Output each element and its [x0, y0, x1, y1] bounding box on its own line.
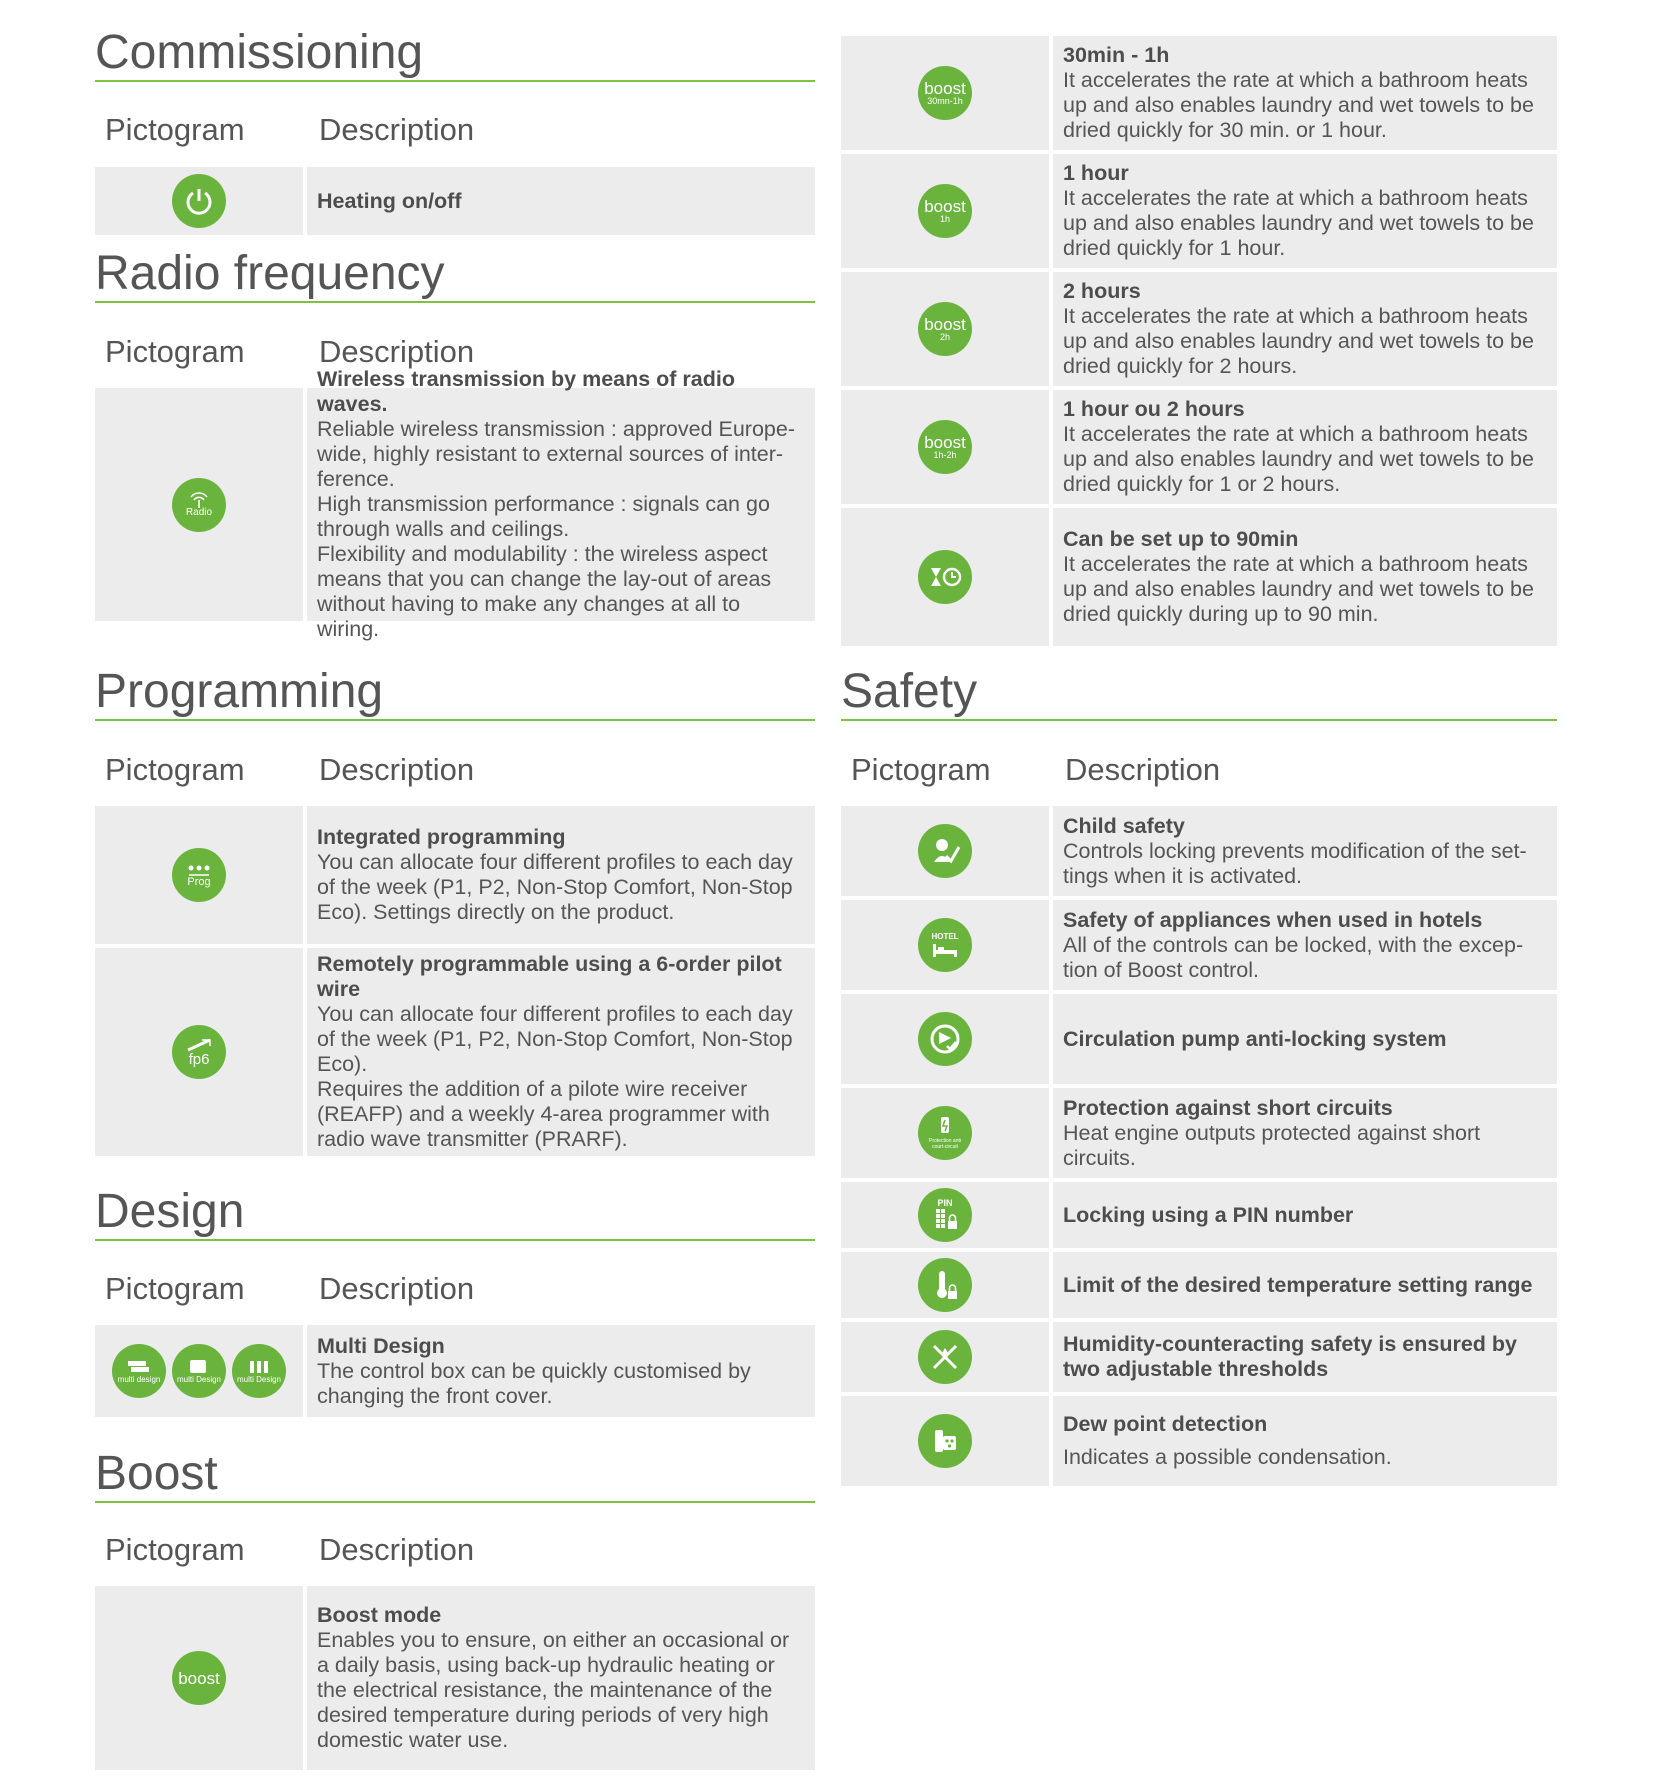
description-cell	[1053, 1182, 1557, 1248]
pictogram-cell	[95, 388, 303, 621]
pictogram-cell	[841, 154, 1049, 268]
description-cell	[1053, 272, 1557, 386]
row-title: 1 hour ou 2 hours	[1063, 397, 1245, 421]
boost-icon-label: boost	[924, 432, 966, 452]
pictogram-cell	[95, 1586, 303, 1770]
row-body: All of the controls can be locked, with the excep- tion of Boost control.	[1063, 932, 1524, 982]
column-header-pictogram: Pictogram	[105, 1271, 245, 1306]
multi-design-icon	[112, 1344, 166, 1398]
multi-design-icon-label: multi Design	[236, 1374, 281, 1384]
humidity-icon	[918, 1330, 972, 1384]
radio-icon-label: Radio	[185, 506, 213, 518]
column-header-pictogram: Pictogram	[851, 752, 991, 787]
boost-icon-sub: 1h-2h	[933, 449, 957, 460]
boost-icon-label: boost	[924, 196, 966, 216]
row-body: Heat engine outputs protected against short circuits.	[1063, 1120, 1481, 1170]
thermometer-lock-icon	[918, 1258, 972, 1312]
fp6-icon	[172, 1025, 226, 1079]
table-row	[841, 994, 1557, 1084]
short-circuit-icon	[918, 1106, 972, 1160]
column-header-description: Description	[319, 752, 475, 787]
description-cell	[307, 167, 815, 235]
table-row	[841, 508, 1557, 646]
description-cell	[1053, 1322, 1557, 1392]
description-cell	[1053, 36, 1557, 150]
table-row	[841, 154, 1557, 268]
row-title: Circulation pump anti-locking system	[1063, 1026, 1447, 1051]
description-cell	[307, 1586, 815, 1770]
row-body: The control box can be quickly customised by changing the front cover.	[317, 1358, 751, 1408]
table-header	[95, 752, 815, 788]
section-title-commissioning: Commissioning	[95, 26, 815, 82]
table-row	[841, 1182, 1557, 1248]
pictogram-cell	[841, 36, 1049, 150]
description-cell	[1053, 1252, 1557, 1318]
column-header-description: Description	[319, 1271, 475, 1306]
row-body: It accelerates the rate at which a bathroom heats up and also enables laundry and wet towels to be dried quickly for 2 hours.	[1063, 304, 1534, 378]
row-title: Boost mode	[317, 1603, 442, 1627]
multi-design-icon	[172, 1344, 226, 1398]
description-cell	[1053, 1396, 1557, 1486]
power-icon	[172, 174, 226, 228]
table-header	[95, 1271, 815, 1307]
row-body: It accelerates the rate at which a bathroom heats up and also enables laundry and wet towels to be dried quickly for 1 hour.	[1063, 186, 1534, 260]
table-header	[95, 334, 815, 370]
row-title: Dew point detection	[1063, 1412, 1268, 1436]
prog-icon-label: Prog	[187, 876, 211, 888]
boost-1h-2h-icon	[918, 420, 972, 474]
row-title: 1 hour	[1063, 161, 1129, 185]
multi-design-icon-label: multi Design	[176, 1374, 221, 1384]
column-header-description: Description	[319, 1532, 475, 1567]
row-body: It accelerates the rate at which a bathroom heats up and also enables laundry and wet towels to be dried quickly for 1 or 2 hours.	[1063, 422, 1534, 496]
row-title: Limit of the desired temperature setting range	[1063, 1272, 1533, 1297]
table-row	[841, 272, 1557, 386]
boost-2h-icon	[918, 302, 972, 356]
column-header-pictogram: Pictogram	[105, 1532, 245, 1567]
column-header-pictogram: Pictogram	[105, 752, 245, 787]
column-header-pictogram: Pictogram	[105, 112, 245, 147]
pin-icon-label: PIN	[937, 1198, 953, 1208]
dew-point-icon	[918, 1414, 972, 1468]
row-title: Safety of appliances when used in hotels	[1063, 907, 1483, 932]
row-body: Indicates a possible condensation.	[1063, 1445, 1392, 1469]
row-title: Can be set up to 90min	[1063, 527, 1299, 551]
boost-1h-icon	[918, 184, 972, 238]
column-header-description: Description	[319, 112, 475, 147]
pictogram-cell	[841, 272, 1049, 386]
description-cell	[1053, 806, 1557, 896]
hotel-icon	[918, 918, 972, 972]
description-cell	[307, 367, 815, 641]
short-circuit-icon-label: Protection anti court-circuit	[929, 1138, 961, 1150]
row-body: Reliable wireless transmission : approved Europe- wide, highly resistant to external sources of inter- ference. High transmission performance : signals can go through walls and ceilings. Flexibility and modulability : the wireless aspect means that you can change the lay-out of areas without having to make any changes at all to wiring.	[317, 417, 795, 641]
pin-lock-icon	[918, 1188, 972, 1242]
table-row	[841, 36, 1557, 150]
row-title: Heating on/off	[317, 188, 462, 213]
pictogram-cell	[841, 1396, 1049, 1486]
multi-design-icons	[112, 1344, 286, 1398]
description-cell	[307, 948, 815, 1156]
table-header	[841, 752, 1557, 788]
row-title: Multi Design	[317, 1333, 445, 1358]
column-header-pictogram: Pictogram	[105, 334, 245, 369]
table-row	[841, 1396, 1557, 1486]
pictogram-cell	[95, 806, 303, 944]
table-header	[95, 1532, 815, 1568]
section-title-boost: Boost	[95, 1447, 815, 1503]
multi-design-icon	[232, 1344, 286, 1398]
description-cell	[307, 806, 815, 944]
row-title: Humidity-counteracting safety is ensured by two adjustable thresholds	[1063, 1332, 1517, 1381]
description-cell	[1053, 994, 1557, 1084]
table-row	[95, 367, 815, 641]
boost-icon	[172, 1651, 226, 1705]
pictogram-cell	[841, 1322, 1049, 1392]
pictogram-cell	[841, 1252, 1049, 1318]
table-row	[841, 390, 1557, 504]
pictogram-cell	[95, 1325, 303, 1417]
row-body: Enables you to ensure, on either an occasional or a daily basis, using back-up hydraulic heating or the electrical resistance, the maintenance of the desired temperature during periods of very high domestic water use.	[317, 1628, 790, 1752]
boost-icon-label: boost	[924, 314, 966, 334]
prog-icon	[172, 848, 226, 902]
row-title: Protection against short circuits	[1063, 1095, 1393, 1120]
section-title-safety: Safety	[841, 665, 1557, 721]
boost-icon-label: boost	[178, 1668, 220, 1688]
description-cell	[1053, 390, 1557, 504]
multi-design-icon-label: multi design	[117, 1374, 161, 1384]
table-row	[841, 806, 1557, 896]
row-title: 30min - 1h	[1063, 43, 1170, 67]
boost-30mn-1h-icon	[918, 66, 972, 120]
fp6-icon-label: fp6	[188, 1050, 210, 1068]
row-title: Remotely programmable using a 6-order pilot wire	[317, 952, 782, 1001]
row-title: Wireless transmission by means of radio waves.	[317, 367, 736, 416]
pictogram-cell	[841, 390, 1049, 504]
pictogram-cell	[841, 806, 1049, 896]
section-title-design: Design	[95, 1185, 815, 1241]
row-body: Controls locking prevents modification of the set- tings when it is activated.	[1063, 838, 1527, 888]
boost-icon-sub: 1h	[939, 213, 950, 224]
row-title: Integrated programming	[317, 825, 566, 849]
table-row	[95, 948, 815, 1156]
row-body: It accelerates the rate at which a bathroom heats up and also enables laundry and wet towels to be dried quickly during up to 90 min.	[1063, 552, 1534, 626]
boost-icon-sub: 2h	[939, 331, 950, 342]
table-header	[95, 112, 815, 148]
row-body: It accelerates the rate at which a bathroom heats up and also enables laundry and wet towels to be dried quickly for 30 min. or 1 hour.	[1063, 68, 1534, 142]
table-row	[841, 1088, 1557, 1178]
table-row	[841, 1252, 1557, 1318]
column-header-description: Description	[319, 334, 475, 369]
table-row	[95, 1325, 815, 1417]
row-body: You can allocate four different profiles to each day of the week (P1, P2, Non-Stop Comfort, Non-Stop Eco). Settings directly on the product.	[317, 850, 793, 924]
pump-icon	[918, 1012, 972, 1066]
column-header-description: Description	[1065, 752, 1221, 787]
table-row	[95, 806, 815, 944]
section-title-programming: Programming	[95, 665, 815, 721]
description-cell	[1053, 154, 1557, 268]
row-title: 2 hours	[1063, 279, 1141, 303]
hourglass-timer-icon	[918, 550, 972, 604]
pictogram-cell	[95, 948, 303, 1156]
radio-icon	[172, 478, 226, 532]
description-cell	[307, 1325, 815, 1417]
description-cell	[1053, 1088, 1557, 1178]
table-row	[841, 900, 1557, 990]
pictogram-cell	[841, 994, 1049, 1084]
table-row	[841, 1322, 1557, 1392]
pictogram-cell	[841, 900, 1049, 990]
pictogram-cell	[95, 167, 303, 235]
section-title-radio: Radio frequency	[95, 247, 815, 303]
description-cell	[1053, 900, 1557, 990]
row-title: Locking using a PIN number	[1063, 1202, 1354, 1227]
boost-icon-sub: 30mn-1h	[927, 95, 963, 106]
boost-icon-label: boost	[924, 78, 966, 98]
table-row	[95, 1586, 815, 1770]
table-row	[95, 167, 815, 235]
child-safety-icon	[918, 824, 972, 878]
pictogram-cell	[841, 1182, 1049, 1248]
pictogram-cell	[841, 508, 1049, 646]
row-title: Child safety	[1063, 813, 1185, 838]
description-cell	[1053, 508, 1557, 646]
hotel-icon-label: HOTEL	[931, 932, 959, 941]
row-body: You can allocate four different profiles to each day of the week (P1, P2, Non-Stop Comfort, Non-Stop Eco). Requires the addition of a pilote wire receiver (REAFP) and a weekly 4-area programmer with radio wave transmitter (PRARF).	[317, 1002, 793, 1151]
pictogram-cell	[841, 1088, 1049, 1178]
